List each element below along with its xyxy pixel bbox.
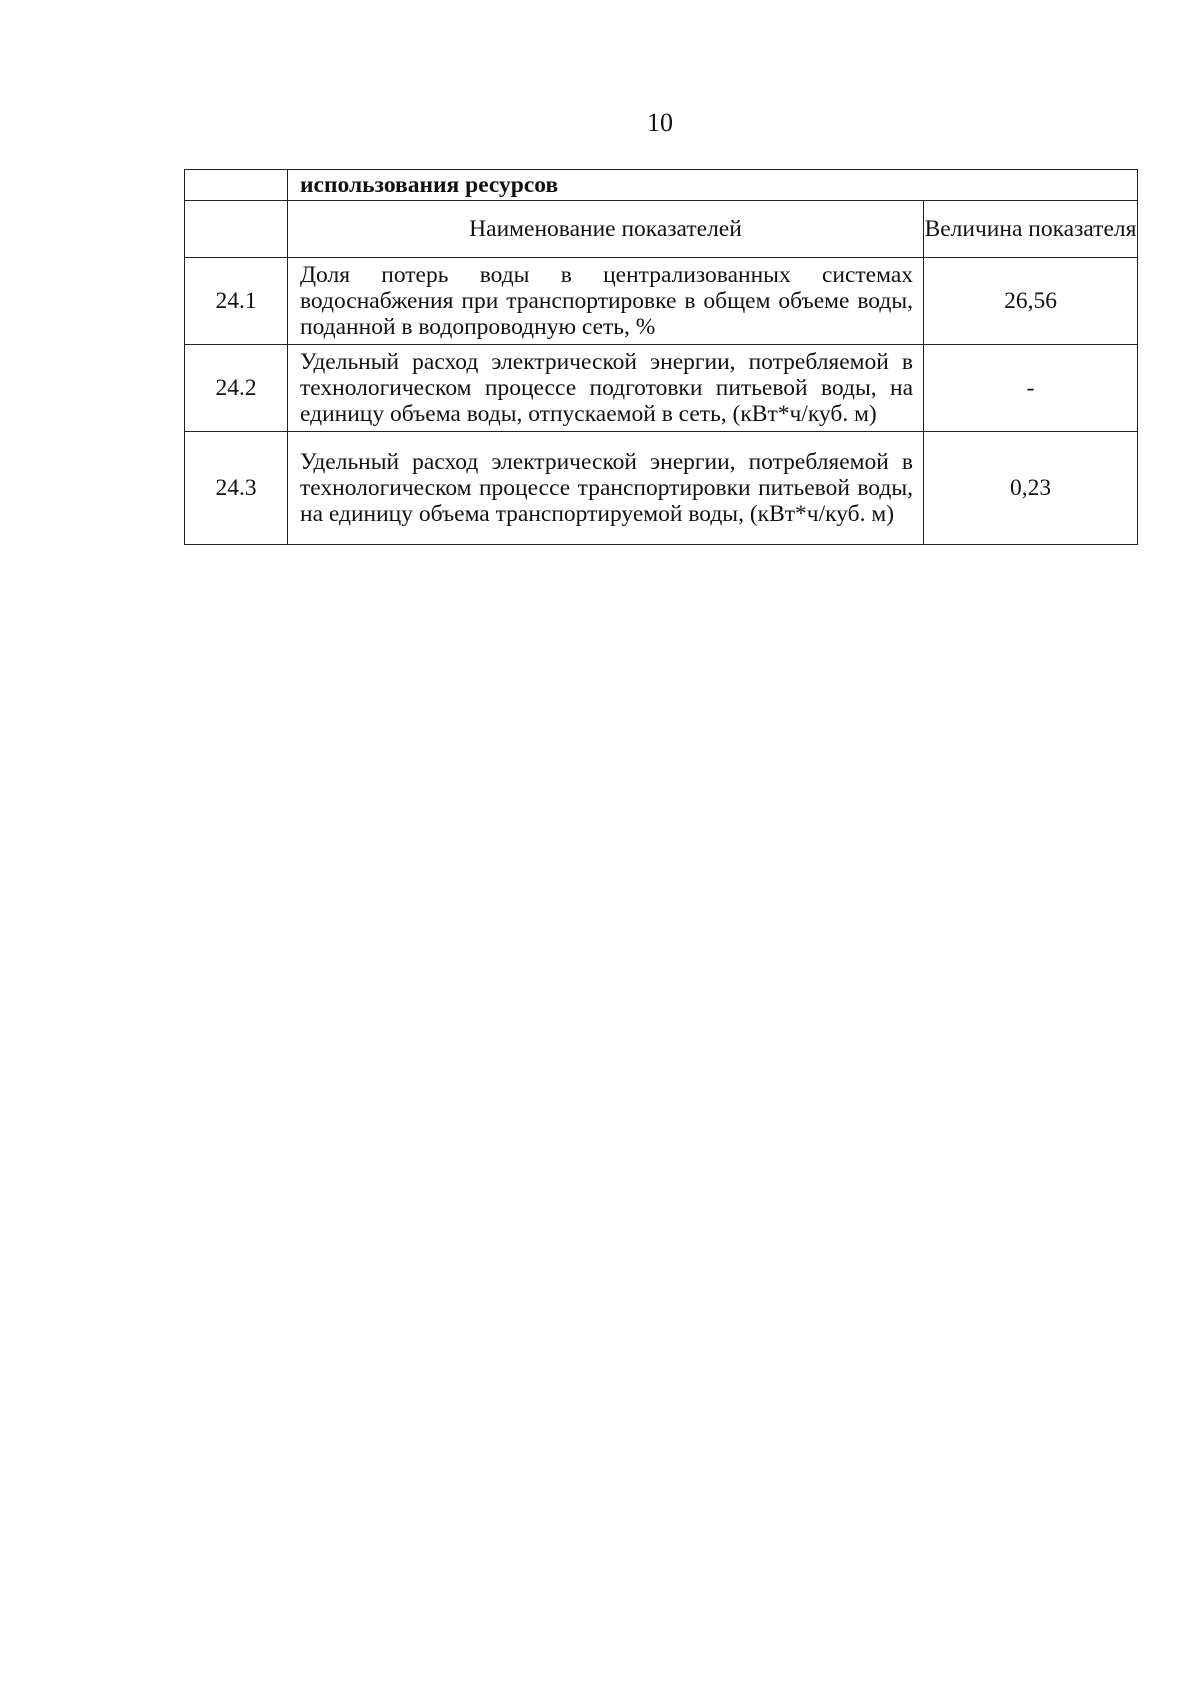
row-value: 0,23 [924, 432, 1138, 545]
header-name: Наименование показателей [288, 201, 924, 258]
row-indicator-name: Доля потерь воды в централизованных системах водоснабжения при транспортировке в общем объеме воды, поданной в водопроводную сеть, % [288, 258, 924, 345]
page-number: 10 [647, 108, 673, 137]
row-number: 24.1 [185, 258, 288, 345]
row-indicator-name: Удельный расход электрической энергии, потребляемой в технологическом процессе подготовки питьевой воды, на единицу объема воды, отпускаемой в сеть, (кВт*ч/куб. м) [288, 345, 924, 432]
section-title: использования ресурсов [288, 170, 1138, 201]
row-number: 24.2 [185, 345, 288, 432]
table-row [185, 432, 1138, 545]
table-row [185, 345, 1138, 432]
row-value: 26,56 [924, 258, 1138, 345]
row-indicator-name: Удельный расход электрической энергии, потребляемой в технологическом процессе транспортировки питьевой воды, на единицу объема транспортируемой воды, (кВт*ч/куб. м) [288, 432, 924, 545]
table-header-row [185, 201, 1138, 258]
row-number: 24.3 [185, 432, 288, 545]
header-value: Величина показателя [924, 201, 1138, 258]
table-section-row [185, 170, 1138, 201]
section-num-cell [185, 170, 288, 201]
indicators-table [184, 169, 1138, 545]
header-num-cell [185, 201, 288, 258]
table-row [185, 258, 1138, 345]
row-value: - [924, 345, 1138, 432]
